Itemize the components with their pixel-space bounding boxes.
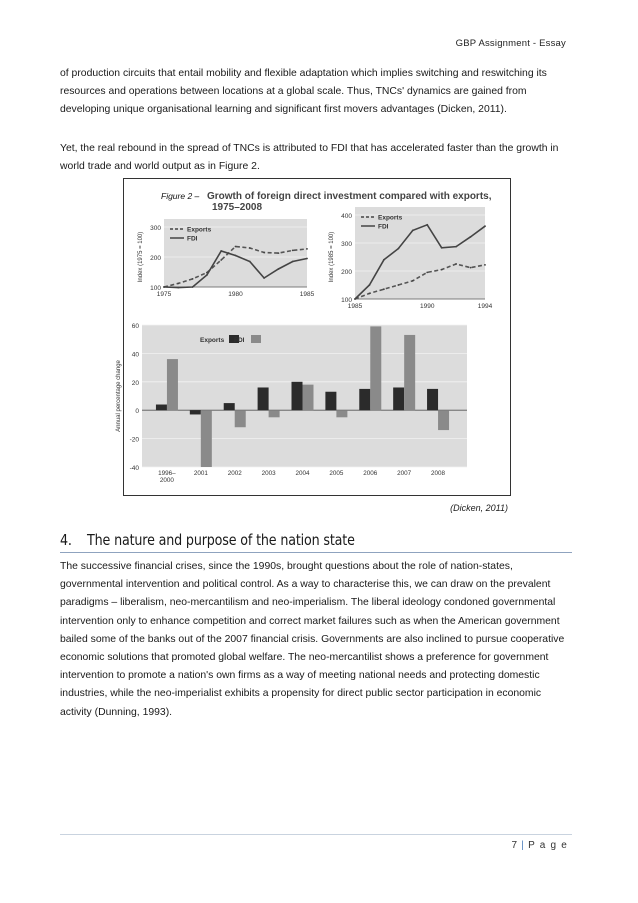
x-tick-label: 2005 <box>329 470 344 477</box>
legend-label: FDI <box>187 235 198 243</box>
x-tick-label: 2006 <box>363 470 378 477</box>
y-tick-label: 0 <box>135 408 139 416</box>
y-tick-label: -20 <box>129 436 139 444</box>
bar-fdi <box>235 410 246 427</box>
data-point <box>278 268 280 270</box>
footer-rule <box>60 834 572 835</box>
data-point <box>249 261 251 263</box>
data-point <box>192 286 194 288</box>
bar-fdi <box>438 410 449 430</box>
data-point <box>292 261 294 263</box>
x-tick-label: 1985 <box>299 291 315 298</box>
y-tick-label: 300 <box>150 225 161 232</box>
bar-fdi <box>201 410 212 467</box>
page-label: P a g e <box>528 840 568 851</box>
x-tick-label: 1975 <box>156 291 172 298</box>
data-point <box>263 277 265 279</box>
running-header: GBP Assignment - Essay <box>455 38 566 49</box>
data-point <box>278 252 280 254</box>
bar-exports <box>325 392 336 410</box>
x-tick-label: 2003 <box>261 470 276 477</box>
y-axis-label: Index (1985 = 100) <box>329 231 335 283</box>
data-point <box>235 246 237 248</box>
data-point <box>163 286 165 288</box>
data-point <box>455 246 457 248</box>
data-point <box>306 258 308 260</box>
y-tick-label: 100 <box>150 285 161 292</box>
y-tick-label: -40 <box>129 465 139 472</box>
y-tick-label: 200 <box>150 255 161 262</box>
bar-fdi <box>404 335 415 410</box>
legend-label: Exports <box>200 337 225 344</box>
x-tick-label: 1985 <box>347 303 363 310</box>
legend-label: Exports <box>378 214 403 222</box>
bar-exports <box>156 405 167 411</box>
heading-rule <box>60 552 572 553</box>
data-point <box>412 280 414 282</box>
legend-label: FDI <box>378 223 389 231</box>
data-point <box>441 269 443 271</box>
bar-fdi <box>167 359 178 410</box>
data-point <box>470 267 472 269</box>
data-point <box>177 283 179 285</box>
bar-fdi <box>303 385 314 411</box>
section-number: 4. <box>60 531 72 549</box>
bar-exports <box>292 382 303 410</box>
data-point <box>484 225 486 227</box>
data-point <box>235 255 237 257</box>
x-tick-label: 1980 <box>228 291 243 298</box>
legend-swatch-fdi <box>251 335 261 343</box>
y-tick-label: 100 <box>341 297 352 304</box>
bar-exports <box>427 389 438 410</box>
x-tick-label: 2002 <box>227 470 242 477</box>
data-point <box>455 263 457 265</box>
y-tick-label: 40 <box>131 351 139 359</box>
legend-label: Exports <box>187 226 212 234</box>
bar-exports <box>258 387 269 410</box>
x-tick-label: 1996– 2000 <box>158 470 176 484</box>
y-axis-label: Annual percentage change <box>116 360 122 432</box>
page-footer <box>512 840 569 851</box>
chart-exports-fdi-1975-1985 <box>138 219 315 298</box>
figure-label: Figure 2 – <box>161 191 200 201</box>
paragraph-fdi: Yet, the real rebound in the spread of TNCs is attributed to FDI that has accelerated faster than the growth in world trade and world output as in Figure 2. <box>60 143 559 173</box>
data-point <box>397 284 399 286</box>
y-tick-label: 60 <box>131 323 139 330</box>
x-tick-label: 2008 <box>431 470 446 477</box>
section-heading <box>60 531 485 549</box>
data-point <box>470 236 472 238</box>
data-point <box>220 259 222 261</box>
bar-fdi <box>269 410 280 417</box>
y-axis-label: Index (1975 = 100) <box>138 231 144 283</box>
data-point <box>306 248 308 250</box>
data-point <box>249 247 251 249</box>
data-point <box>369 284 371 286</box>
figure-title-line2: 1975–2008 <box>212 202 263 213</box>
data-point <box>412 230 414 232</box>
legend-label: FDI <box>234 337 245 344</box>
x-tick-label: 2001 <box>193 470 208 477</box>
x-tick-label: 2004 <box>295 470 310 477</box>
figure-title-line1: Growth of foreign direct investment compared with exports, <box>207 191 492 202</box>
footer-separator: | <box>521 840 526 851</box>
data-point <box>484 264 486 266</box>
section-title: The nature and purpose of the nation state <box>87 531 355 549</box>
chart-annual-percentage-change <box>116 323 467 484</box>
x-tick-label: 1994 <box>477 303 493 310</box>
bar-exports <box>393 387 404 410</box>
plot-area <box>164 219 307 287</box>
bar-exports <box>190 410 201 414</box>
data-point <box>177 287 179 289</box>
data-point <box>206 274 208 276</box>
data-point <box>426 224 428 226</box>
bar-fdi <box>336 410 347 417</box>
figure-2-chart <box>116 179 510 495</box>
data-point <box>397 248 399 250</box>
data-point <box>369 293 371 295</box>
bar-fdi <box>370 326 381 410</box>
data-point <box>292 250 294 252</box>
data-point <box>263 252 265 254</box>
data-point <box>426 272 428 274</box>
bar-exports <box>359 389 370 410</box>
figure-caption: (Dicken, 2011) <box>450 503 508 513</box>
data-point <box>383 259 385 261</box>
data-point <box>354 298 356 300</box>
paragraph-intro: of production circuits that entail mobility and flexible adaptation which implies switching and reswitching its resources and operations between locations at a global scale. Thus, TNCs' dynamics are gained from developing unique organisational learning and significant first movers advantages (Dicken, 2011). <box>60 68 547 116</box>
data-point <box>220 250 222 252</box>
y-tick-label: 200 <box>341 269 352 276</box>
data-point <box>192 278 194 280</box>
paragraph-nation-state: The successive financial crises, since the 1990s, brought questions about the role of nation-states, governmental intervention and political control. As a way to characterise this, we can draw on the prevalent paradigms – liberalism, neo-mercantilism and neo-imperialism. The liberal ideology condoned governmental intervention only to enhance competition and correct market failures such as when the American government bailed some of the banks out of the 2007 financial crisis. Governments are also inclined to pursue cooperative economic solutions that promoted global welfare. The neo-mercantilist shows a preference for government intervention to promote a nation's own firms as a way of meeting national needs and protecting domestic industries, while the neo-imperialist exhibits a propensity for direct public sector participation in economic activity (Dunning, 1993). <box>60 561 565 718</box>
page-number: 7 <box>511 840 519 851</box>
y-tick-label: 20 <box>131 379 139 387</box>
x-tick-label: 2007 <box>397 470 412 477</box>
figure-2 <box>116 178 511 496</box>
data-point <box>383 288 385 290</box>
y-tick-label: 300 <box>341 241 352 248</box>
data-point <box>441 247 443 249</box>
y-tick-label: 400 <box>341 213 352 220</box>
plot-area <box>355 207 485 299</box>
bar-exports <box>224 403 235 410</box>
chart-exports-fdi-1985-1994 <box>329 207 493 310</box>
x-tick-label: 1990 <box>419 303 435 310</box>
